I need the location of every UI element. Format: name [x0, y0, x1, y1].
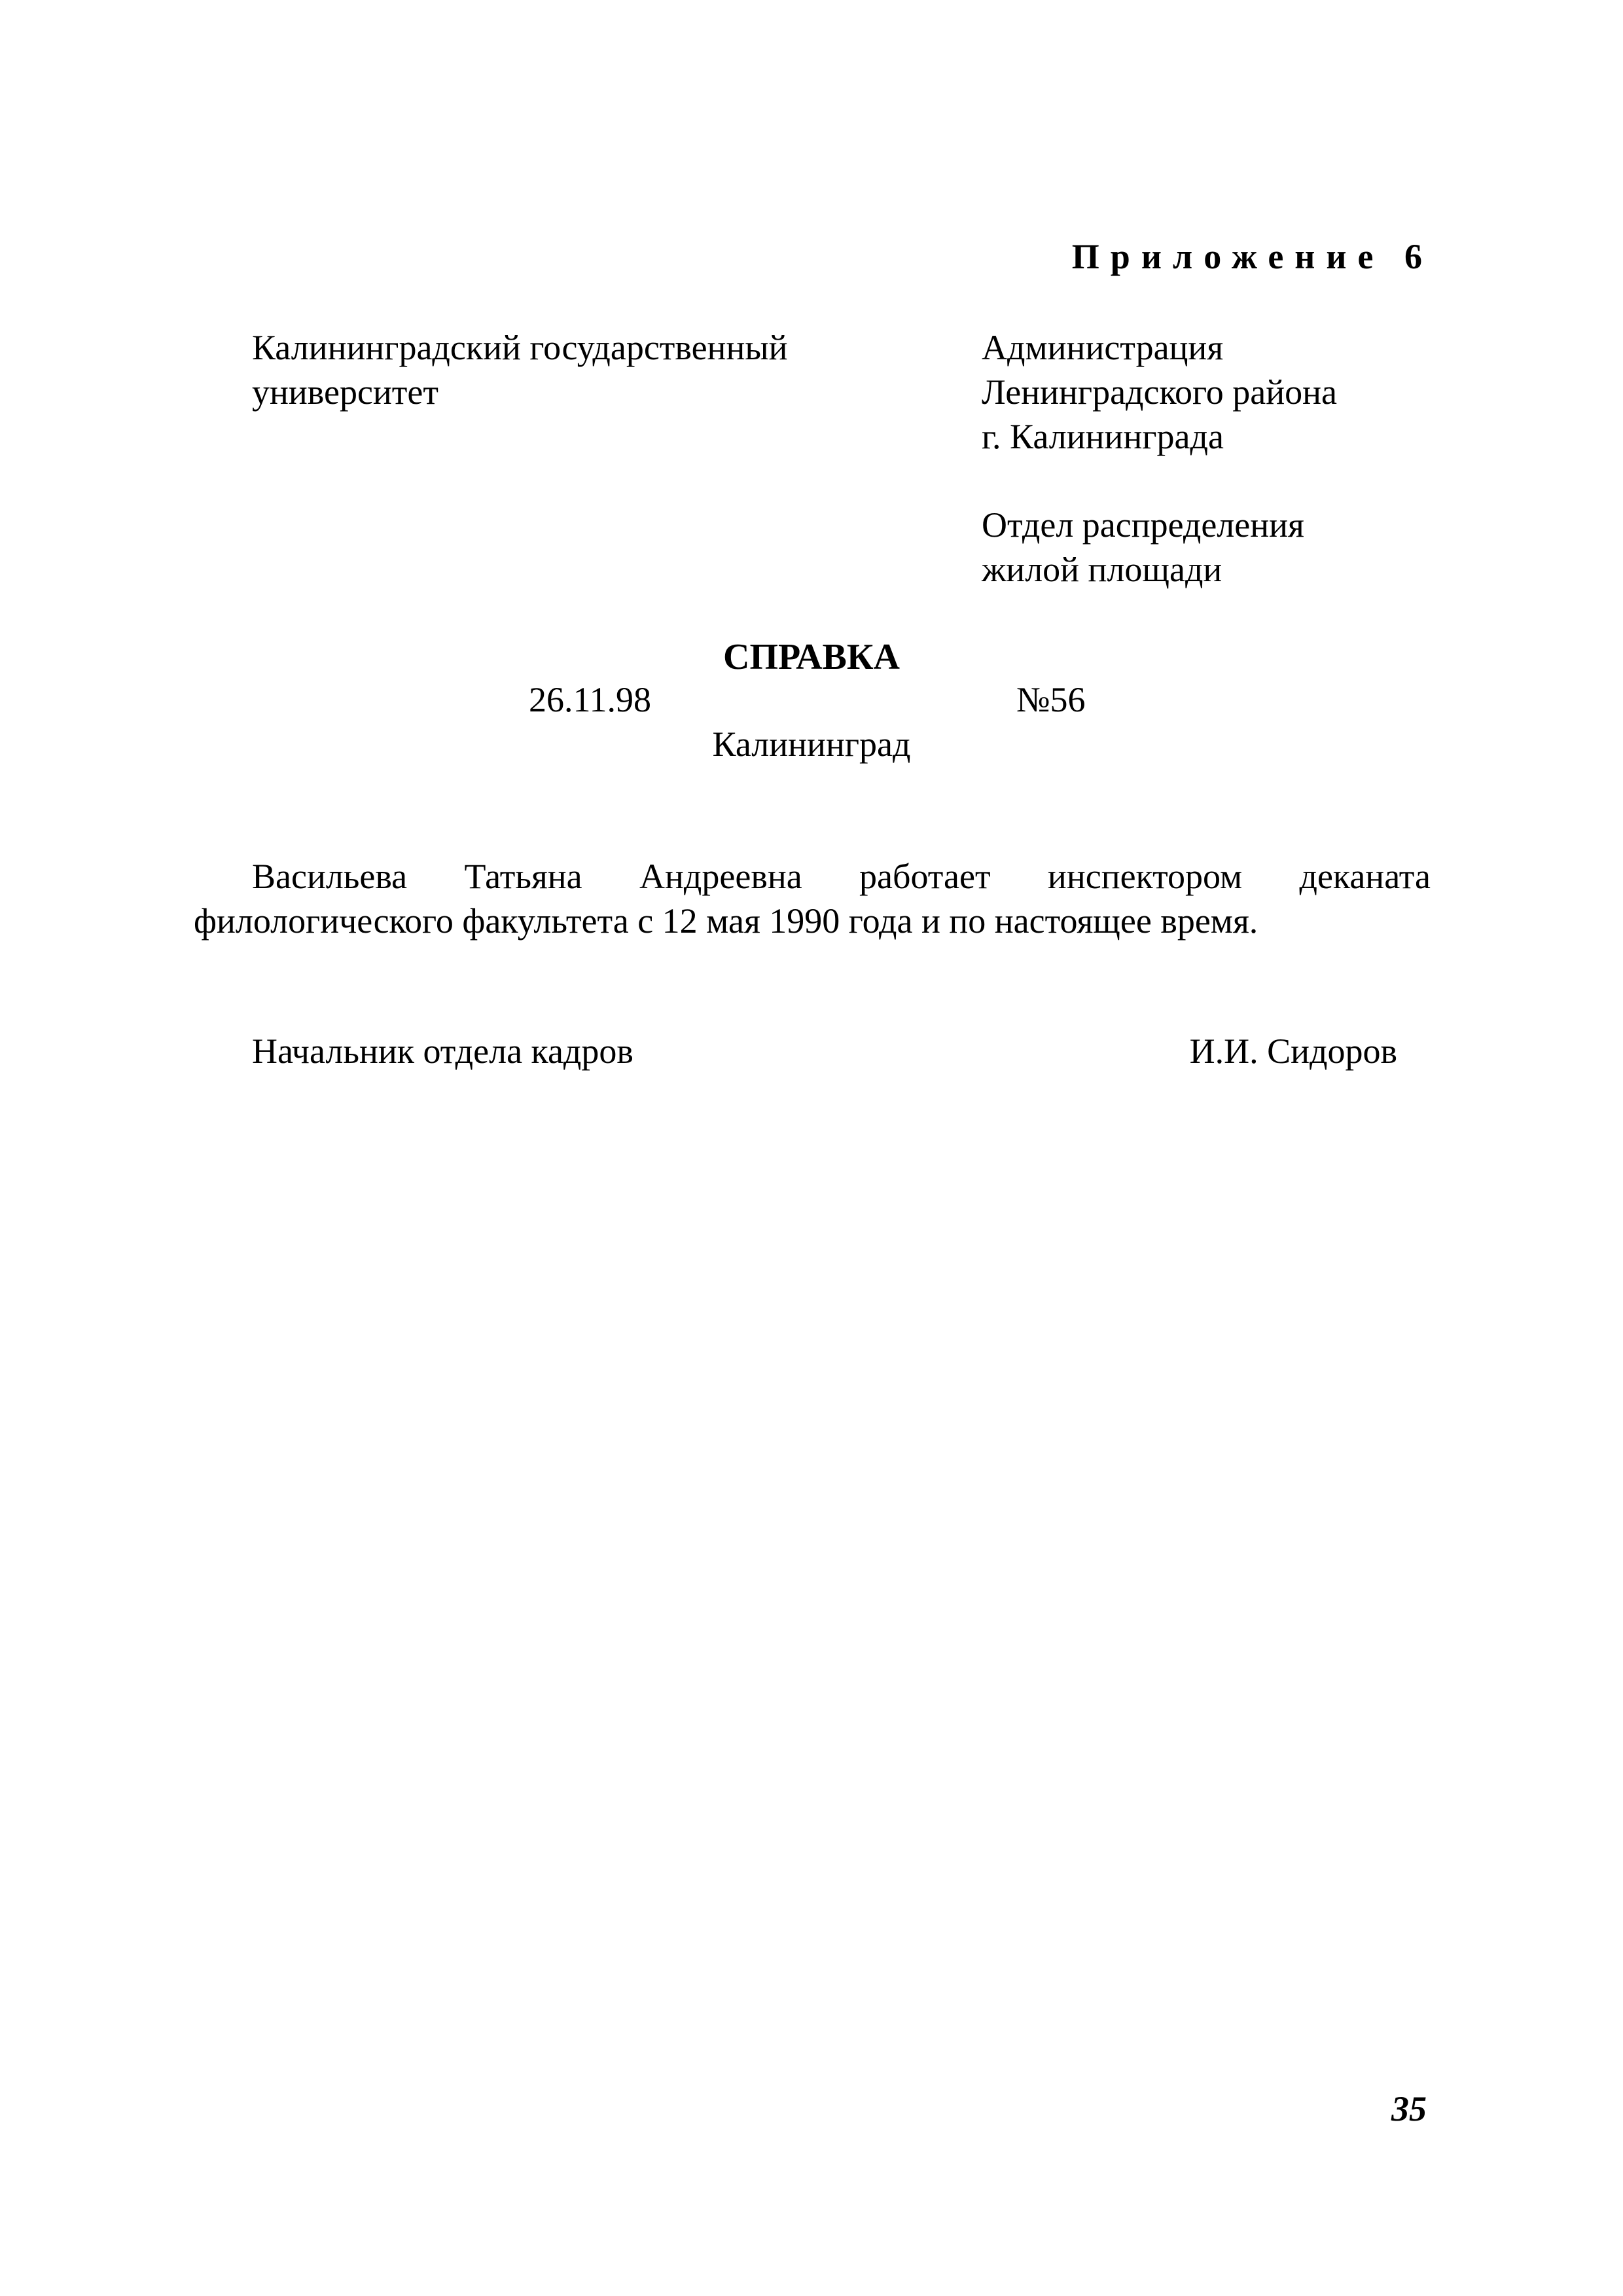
document-date: 26.11.98: [529, 680, 651, 719]
document-place: Калининград: [712, 725, 911, 764]
appendix-label: Приложение 6: [1071, 237, 1433, 276]
sender-organization: [252, 325, 788, 414]
signatory-position: Начальник отдела кадров: [252, 1031, 633, 1071]
document-title: СПРАВКА: [723, 637, 900, 677]
sender-line: университет: [252, 372, 438, 412]
document-number: №56: [1016, 680, 1086, 719]
recipient-department: [982, 503, 1304, 592]
signature-block: [252, 1029, 1397, 1073]
document-body: Васильева Татьяна Андреевна работает инспектором деканата филологического факультета с 12 мая 1990 года и по настоящее время.: [194, 857, 1431, 941]
page-number: 35: [1391, 2089, 1427, 2128]
department-line: жилой площади: [982, 550, 1222, 589]
recipient-organization: [982, 325, 1337, 459]
signatory-name: И.И. Сидоров: [1189, 1031, 1397, 1071]
recipient-line: Администрация: [982, 328, 1224, 367]
sender-line: Калининградский государственный: [252, 328, 788, 367]
department-line: Отдел распределения: [982, 505, 1304, 545]
recipient-line: г. Калининграда: [982, 417, 1224, 456]
recipient-line: Ленинградского района: [982, 372, 1338, 412]
